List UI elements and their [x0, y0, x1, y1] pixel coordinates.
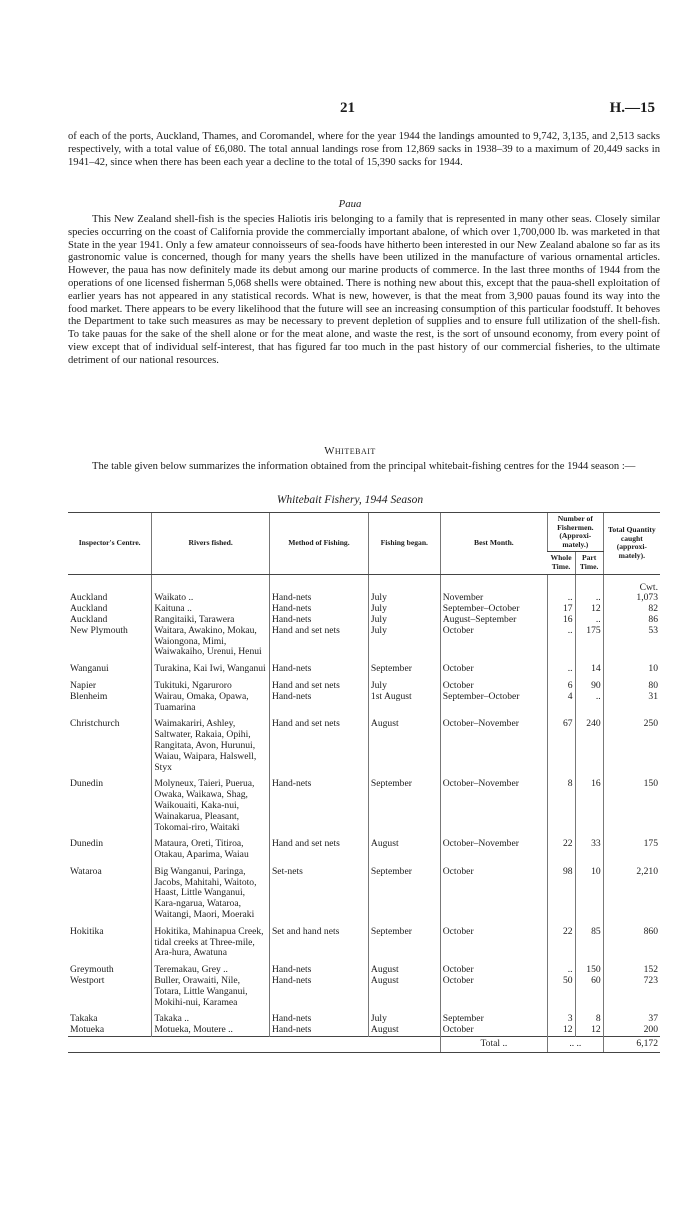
col-whole: Whole Time. [547, 552, 575, 574]
page-number: 21 [340, 100, 355, 116]
cell-method: Hand-nets [269, 773, 368, 833]
table-row [68, 1008, 660, 1025]
total-value: 6,172 [603, 1037, 660, 1053]
cell-total: 200 [603, 1025, 660, 1036]
cell-best: October–November [440, 713, 547, 773]
table-row [68, 1025, 660, 1036]
total-dots: .. .. [547, 1037, 603, 1053]
cell-centre: Wanganui [70, 663, 109, 675]
cell-rivers: Mataura, Oreti, Titiroa, Otakau, Aparima, Waiau [152, 833, 270, 861]
cell-best: October [440, 1025, 547, 1036]
cell-part: .. [575, 615, 603, 626]
whitebait-heading: Whitebait [324, 445, 376, 457]
cell-method: Set-nets [269, 861, 368, 921]
unit-label: Cwt. [603, 574, 660, 593]
cell-whole: 3 [547, 1008, 575, 1025]
cell-best: October [440, 626, 547, 658]
cell-whole: 22 [547, 921, 575, 959]
cell-part: 33 [575, 833, 603, 861]
cell-best: October [440, 959, 547, 976]
cell-began: July [368, 675, 440, 692]
cell-best: November [440, 593, 547, 604]
table-row [68, 959, 660, 976]
cell-total: 37 [603, 1008, 660, 1025]
document-code: H.—15 [609, 100, 655, 116]
cell-part: 60 [575, 976, 603, 1008]
cell-part: 150 [575, 959, 603, 976]
cell-method: Hand-nets [269, 615, 368, 626]
cell-centre: Auckland [70, 613, 108, 625]
cell-total: 1,073 [603, 593, 660, 604]
cell-rivers: Hokitika, Mahinapua Creek, tidal creeks at Three-mile, Ara-hura, Awatuna [152, 921, 270, 959]
cell-rivers: Kaituna .. [152, 604, 270, 615]
cell-part: .. [575, 593, 603, 604]
table-row [68, 658, 660, 675]
cell-whole: 98 [547, 861, 575, 921]
cell-best: October–November [440, 833, 547, 861]
cell-total: 80 [603, 675, 660, 692]
cell-total: 2,210 [603, 861, 660, 921]
cell-began: July [368, 604, 440, 615]
cell-best: October [440, 675, 547, 692]
cell-centre: Christchurch [70, 718, 120, 730]
cell-method: Hand and set nets [269, 675, 368, 692]
cell-rivers: Molyneux, Taieri, Puerua, Owaka, Waikawa, Shag, Waikouaiti, Kaka-nui, Wainakarua, Pleasant, Tokomai-riro, Waitaki [152, 773, 270, 833]
cell-centre: Wataroa [70, 865, 102, 877]
cell-whole: .. [547, 626, 575, 658]
col-rivers: Rivers fished. [152, 513, 270, 575]
col-part: Part Time. [575, 552, 603, 574]
cell-rivers: Turakina, Kai Iwi, Wanganui [152, 658, 270, 675]
cell-total: 31 [603, 692, 660, 714]
cell-began: September [368, 773, 440, 833]
cell-whole: 8 [547, 773, 575, 833]
cell-centre: Dunedin [70, 838, 104, 850]
cell-total: 175 [603, 833, 660, 861]
cell-best: October–November [440, 773, 547, 833]
cell-centre: Blenheim [70, 690, 108, 702]
cell-began: August [368, 976, 440, 1008]
paua-paragraph: This New Zealand shell-fish is the species Haliotis iris belonging to a family that is represented in many other seas. Closely similar species occurring on the coast of California provide the commercially important abalone, of which over 1,700,000 lb. was marketed in that State in the year 1941. Only a few amateur connoisseurs of sea-foods have hitherto been interested in our New Zealand abalone so far as its gastronomic value is concerned, though for many years the shells have been utilized in the manufacture of various ornamental articles. However, the paua has now definitely made its debut among our marine products of commerce. In the last three months of 1944 from the operations of one licensed fisherman 5,068 shells were obtained. There is nothing new about this, except that the paua-shell exploitation of earlier years has not appeared in any statistical records. What is new, however, is that the meat from 3,900 pauas found its way into the food market. There appears to be every likelihood that the future will see an increasing consumption of this particular foodstuff. It behoves the Department to take such measures as may be necessary to prevent depletion of supplies and to ensure full utilization of the shell-fish. To take pauas for the sake of the shell alone or for the meat alone, and waste the rest, is the sort of unsound economy, from every point of view except that of individual self-interest, that has figured far too much in the past history of our commercial fisheries, to the ultimate detriment of our national resources. [68, 214, 660, 366]
cell-began: 1st August [368, 692, 440, 714]
col-best: Best Month. [440, 513, 547, 575]
cell-method: Hand-nets [269, 604, 368, 615]
whitebait-paragraph: The table given below summarizes the information obtained from the principal whitebait-fishing centres for the 1944 season :— [92, 461, 636, 472]
cell-began: August [368, 959, 440, 976]
cell-part: 85 [575, 921, 603, 959]
cell-total: 152 [603, 959, 660, 976]
cell-rivers: Big Wanganui, Paringa, Jacobs, Mahitahi, Waitoto, Haast, Little Wanganui, Kara-ngarua, Wataroa, Waitangi, Maori, Moeraki [152, 861, 270, 921]
cell-rivers: Motueka, Moutere .. [152, 1025, 270, 1036]
table-row [68, 713, 660, 773]
col-fishermen: Number of Fishermen. (Approxi-mately.) [547, 513, 603, 552]
cell-part: 16 [575, 773, 603, 833]
cell-centre: Dunedin [70, 778, 104, 790]
cell-total: 723 [603, 976, 660, 1008]
cell-began: July [368, 626, 440, 658]
table-row [68, 692, 660, 714]
cell-best: September–October [440, 604, 547, 615]
cell-began: July [368, 1008, 440, 1025]
total-label: Total .. [440, 1037, 547, 1053]
cell-began: July [368, 615, 440, 626]
cell-method: Hand-nets [269, 658, 368, 675]
cell-began: August [368, 833, 440, 861]
cell-best: September–October [440, 692, 547, 714]
cell-best: October [440, 861, 547, 921]
cell-method: Hand and set nets [269, 626, 368, 658]
cell-whole: .. [547, 959, 575, 976]
cell-total: 53 [603, 626, 660, 658]
cell-method: Hand-nets [269, 976, 368, 1008]
cell-centre: New Plymouth [70, 624, 128, 636]
cell-whole: 16 [547, 615, 575, 626]
cell-part: .. [575, 692, 603, 714]
cell-centre: Hokitika [70, 925, 104, 937]
cell-rivers: Wairau, Omaka, Opawa, Tuamarina [152, 692, 270, 714]
cell-centre: Motueka [70, 1024, 105, 1036]
cell-method: Hand-nets [269, 593, 368, 604]
cell-best: August–September [440, 615, 547, 626]
cell-part: 12 [575, 604, 603, 615]
cell-rivers: Takaka .. [152, 1008, 270, 1025]
cell-part: 12 [575, 1025, 603, 1036]
cell-whole: 50 [547, 976, 575, 1008]
cell-total: 150 [603, 773, 660, 833]
table-row [68, 675, 660, 692]
cell-centre: Napier [70, 679, 97, 691]
table-row [68, 773, 660, 833]
cell-total: 860 [603, 921, 660, 959]
col-centre: Inspector's Centre. [68, 513, 152, 575]
cell-whole: .. [547, 593, 575, 604]
paua-heading: Paua [338, 198, 362, 210]
cell-began: September [368, 861, 440, 921]
cell-whole: .. [547, 658, 575, 675]
cell-total: 10 [603, 658, 660, 675]
cell-method: Hand-nets [269, 1025, 368, 1036]
table-row [68, 861, 660, 921]
cell-total: 86 [603, 615, 660, 626]
cell-whole: 17 [547, 604, 575, 615]
cell-best: September [440, 1008, 547, 1025]
cell-part: 175 [575, 626, 603, 658]
cell-method: Hand-nets [269, 959, 368, 976]
cell-whole: 12 [547, 1025, 575, 1036]
cell-part: 10 [575, 861, 603, 921]
cell-began: July [368, 593, 440, 604]
cell-best: October [440, 921, 547, 959]
table-row [68, 626, 660, 658]
cell-method: Hand and set nets [269, 833, 368, 861]
cell-best: October [440, 976, 547, 1008]
cell-centre: Auckland [70, 603, 108, 615]
table-row [68, 833, 660, 861]
cell-part: 90 [575, 675, 603, 692]
cell-whole: 6 [547, 675, 575, 692]
whitebait-table [68, 512, 660, 1053]
cell-part: 14 [575, 658, 603, 675]
cell-whole: 67 [547, 713, 575, 773]
intro-paragraph: of each of the ports, Auckland, Thames, and Coromandel, where for the year 1944 the landings amounted to 9,742, 3,135, and 2,513 sacks respectively, with a total value of £6,080. The total annual landings rose from 12,869 sacks in 1938–39 to a maximum of 20,449 sacks in 1941–42, since when there has been each year a decline to the total of 15,390 sacks for 1944. [68, 131, 660, 168]
cell-total: 82 [603, 604, 660, 615]
cell-part: 240 [575, 713, 603, 773]
cell-rivers: Tukituki, Ngaruroro [152, 675, 270, 692]
cell-whole: 22 [547, 833, 575, 861]
cell-began: August [368, 713, 440, 773]
cell-method: Hand and set nets [269, 713, 368, 773]
cell-began: September [368, 658, 440, 675]
cell-best: October [440, 658, 547, 675]
table-row [68, 976, 660, 1008]
cell-rivers: Waimakariri, Ashley, Saltwater, Rakaia, Opihi, Rangitata, Avon, Hurunui, Waiau, Waipara, Halswell, Styx [152, 713, 270, 773]
cell-rivers: Waitara, Awakino, Mokau, Waiongona, Mimi, Waiwakaiho, Urenui, Henui [152, 626, 270, 658]
cell-method: Hand-nets [269, 1008, 368, 1025]
cell-rivers: Rangitaiki, Tarawera [152, 615, 270, 626]
col-total: Total Quantity caught (approxi-mately). [603, 513, 660, 575]
cell-method: Hand-nets [269, 692, 368, 714]
cell-method: Set and hand nets [269, 921, 368, 959]
cell-centre: Greymouth [70, 964, 114, 976]
cell-rivers: Teremakau, Grey .. [152, 959, 270, 976]
cell-total: 250 [603, 713, 660, 773]
cell-whole: 4 [547, 692, 575, 714]
cell-centre: Auckland [70, 592, 108, 604]
cell-began: September [368, 921, 440, 959]
col-method: Method of Fishing. [269, 513, 368, 575]
table-title: Whitebait Fishery, 1944 Season [276, 494, 424, 506]
cell-rivers: Buller, Orawaiti, Nile, Totara, Little Wanganui, Mokihi-nui, Karamea [152, 976, 270, 1008]
cell-centre: Takaka [70, 1013, 98, 1025]
table-row [68, 921, 660, 959]
cell-began: August [368, 1025, 440, 1036]
col-began: Fishing began. [368, 513, 440, 575]
cell-part: 8 [575, 1008, 603, 1025]
cell-rivers: Waikato .. [152, 593, 270, 604]
cell-centre: Westport [70, 975, 105, 987]
